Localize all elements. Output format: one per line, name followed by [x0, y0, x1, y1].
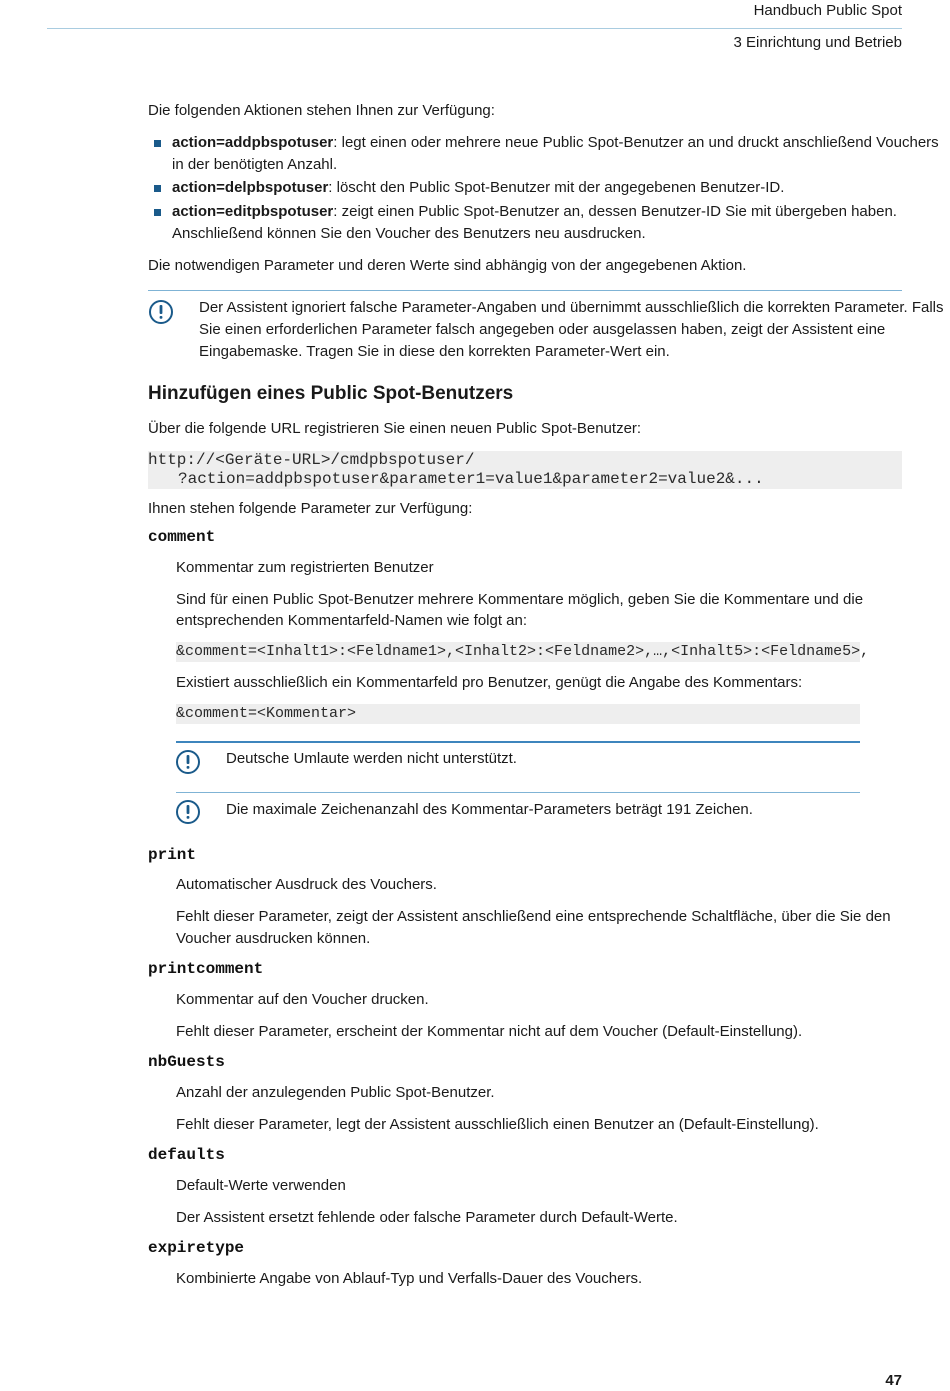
action-desc: : löscht den Public Spot-Benutzer mit der angegebenen Benutzer-ID.	[328, 179, 785, 196]
bullet-marker	[154, 140, 161, 147]
page-number: 47	[885, 1372, 902, 1389]
param-detail: Sind für einen Public Spot-Benutzer mehrere Kommentare möglich, geben Sie die Kommentare und die	[176, 591, 864, 608]
param-detail: entsprechenden Kommentarfeld-Namen wie folgt an:	[176, 612, 528, 629]
action-term: action=addpbspotuser	[172, 134, 334, 151]
important-icon	[175, 749, 201, 775]
note-rule	[176, 792, 860, 793]
note-rule	[176, 741, 860, 743]
param-detail: Voucher ausdrucken können.	[176, 930, 371, 947]
header-rule	[47, 28, 902, 29]
note-text: Deutsche Umlaute werden nicht unterstützt.	[226, 750, 517, 767]
note-text: Der Assistent ignoriert falsche Parameter-Angaben und übernimmt ausschließlich die korrekten Parameter. Falls	[199, 299, 944, 316]
url-code-line: http://<Geräte-URL>/cmdpbspotuser/	[148, 451, 475, 469]
note-text: Die maximale Zeichenanzahl des Kommentar-Parameters beträgt 191 Zeichen.	[226, 801, 753, 818]
note-rule	[148, 290, 902, 291]
param-name-print: print	[148, 846, 197, 864]
note-text: Sie einen erforderlichen Parameter falsch angegeben oder ausgelassen haben, zeigt der Assistent eine	[199, 321, 886, 338]
bullet-marker	[154, 185, 161, 192]
bullet-marker	[154, 209, 161, 216]
param-detail: Fehlt dieser Parameter, erscheint der Kommentar nicht auf dem Voucher (Default-Einstellung).	[176, 1023, 803, 1040]
running-header-chapter: 3 Einrichtung und Betrieb	[733, 34, 902, 51]
important-icon	[175, 799, 201, 825]
param-desc: Kombinierte Angabe von Ablauf-Typ und Verfalls-Dauer des Vouchers.	[176, 1270, 643, 1287]
param-desc: Kommentar auf den Voucher drucken.	[176, 991, 429, 1008]
param-name-defaults: defaults	[148, 1146, 225, 1164]
param-name-printcomment: printcomment	[148, 960, 264, 978]
action-desc-cont: Anschließend können Sie den Voucher des Benutzers neu ausdrucken.	[172, 225, 646, 242]
params-intro: Ihnen stehen folgende Parameter zur Verfügung:	[148, 500, 473, 517]
param-desc: Kommentar zum registrierten Benutzer	[176, 559, 434, 576]
param-name-nbguests: nbGuests	[148, 1053, 225, 1071]
action-desc: : legt einen oder mehrere neue Public Spot-Benutzer an und druckt anschließend Vouchers	[333, 134, 939, 151]
list-item	[172, 201, 897, 223]
action-desc: : zeigt einen Public Spot-Benutzer an, dessen Benutzer-ID Sie mit übergeben haben.	[333, 203, 897, 220]
param-desc: Anzahl der anzulegenden Public Spot-Benutzer.	[176, 1084, 495, 1101]
note-text: Eingabemaske. Tragen Sie in diese den korrekten Parameter-Wert ein.	[199, 343, 670, 360]
param-detail: Existiert ausschließlich ein Kommentarfeld pro Benutzer, genügt die Angabe des Kommentars:	[176, 674, 803, 691]
param-desc: Default-Werte verwenden	[176, 1177, 346, 1194]
action-term: action=editpbspotuser	[172, 203, 334, 220]
param-detail: Fehlt dieser Parameter, zeigt der Assistent anschließend eine entsprechende Schaltfläche, über die Sie den	[176, 908, 891, 925]
section-heading: Hinzufügen eines Public Spot-Benutzers	[148, 383, 514, 404]
action-term: action=delpbspotuser	[172, 179, 329, 196]
important-icon	[148, 299, 174, 325]
param-desc: Automatischer Ausdruck des Vouchers.	[176, 876, 437, 893]
running-header-title: Handbuch Public Spot	[753, 2, 902, 19]
param-detail: Der Assistent ersetzt fehlende oder falsche Parameter durch Default-Werte.	[176, 1209, 678, 1226]
param-name-comment: comment	[148, 528, 216, 546]
comment-code: &comment=<Kommentar>	[176, 705, 357, 722]
params-note: Die notwendigen Parameter und deren Werte sind abhängig von der angegebenen Aktion.	[148, 257, 747, 274]
list-item	[172, 177, 784, 199]
url-intro: Über die folgende URL registrieren Sie einen neuen Public Spot-Benutzer:	[148, 420, 642, 437]
list-item	[172, 132, 939, 154]
intro-text: Die folgenden Aktionen stehen Ihnen zur Verfügung:	[148, 102, 495, 119]
comment-code: &comment=<Inhalt1>:<Feldname1>,<Inhalt2>:<Feldname2>,…,<Inhalt5>:<Feldname5>,	[176, 643, 870, 660]
param-name-expiretype: expiretype	[148, 1239, 245, 1257]
param-detail: Fehlt dieser Parameter, legt der Assistent ausschließlich einen Benutzer an (Default-Einstellung).	[176, 1116, 819, 1133]
action-desc-cont: in der benötigten Anzahl.	[172, 156, 338, 173]
url-code-line: ?action=addpbspotuser&parameter1=value1&parameter2=value2&...	[178, 470, 764, 488]
